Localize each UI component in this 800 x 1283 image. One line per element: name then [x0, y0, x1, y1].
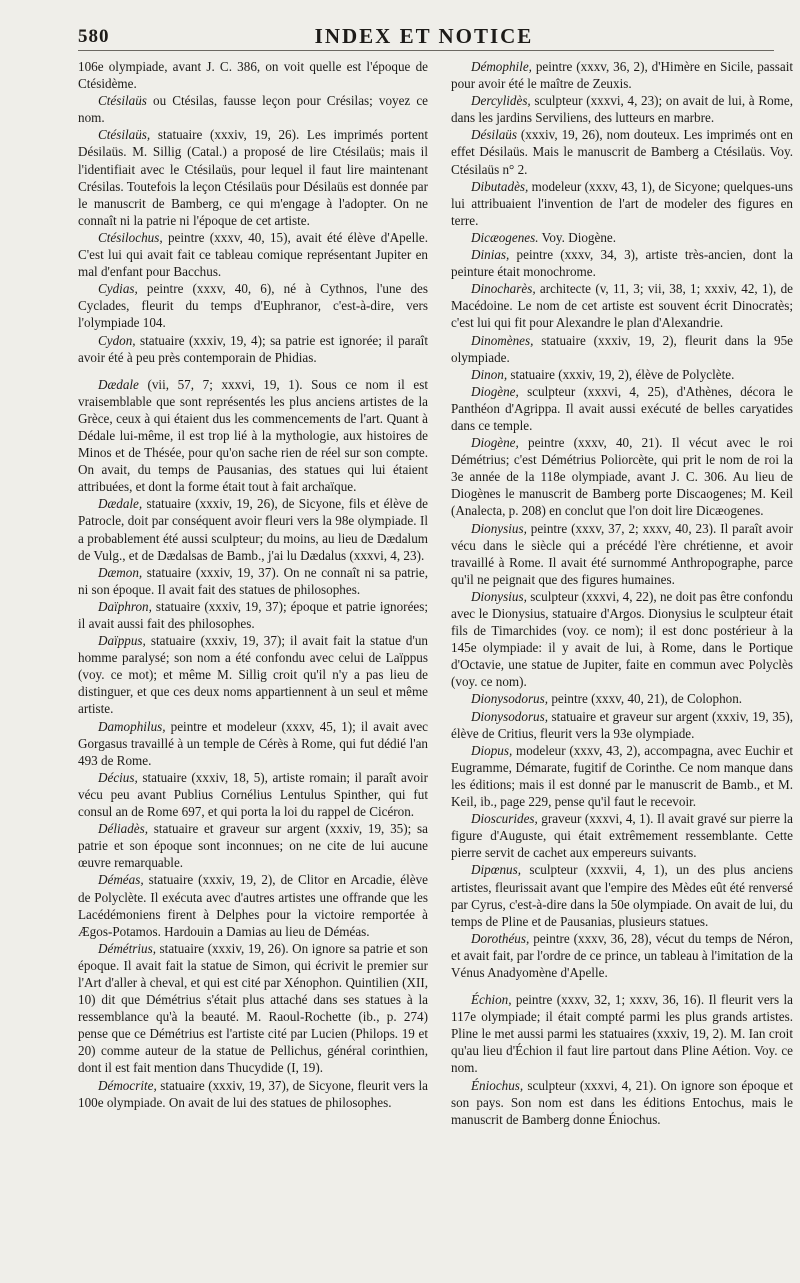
- entry-text: statuaire (xxxiv, 19, 26). Les imprimés portent Désilaüs. M. Sillig (Catal.) a proposé de lire Ctésilaüs; mais il l'identifiait avec le Ctésilaüs, pour lequel il faut lire maintenant Crésilas. Toutefois la leçon Ctésilaüs pour Désilaüs est donnée par le manuscrit de Bamberg, ce qui m'engage à l'adopter. On ne connaît ni la patrie ni l'époque de cet artiste.: [78, 127, 428, 228]
- entry-headword: Échion,: [471, 992, 512, 1008]
- entry-text: peintre (xxxv, 40, 6), né à Cythnos, l'une des Cyclades, fleurit du temps d'Euphranor, c'est-à-dire, vers l'olympiade 104.: [78, 281, 428, 331]
- entry-headword: Démocrite,: [98, 1077, 157, 1093]
- entry-text: graveur (xxxvi, 4, 1). Il avait gravé sur pierre la figure d'Auguste, qui était extrêmement ressemblante. Cette pierre servit de cachet aux empereurs suivants.: [451, 811, 793, 861]
- index-entry: [78, 332, 428, 366]
- entry-text: statuaire (xxxiv, 19, 4); sa patrie est ignorée; il paraît avoir été à peu près contemporain de Phidias.: [78, 332, 428, 365]
- entry-headword: Dionysius,: [471, 520, 527, 536]
- entry-text: peintre (xxxv, 37, 2; xxxv, 40, 23). Il paraît avoir vécu dans le siècle qui a précédé l'ère chrétienne, et avoir travaillé à Rome. Il avait été surnommé Anthropographe, parce qu'il ne peignait que des figures humaines.: [451, 520, 793, 587]
- index-entry: [451, 588, 793, 691]
- entry-text: modeleur (xxxv, 43, 1), de Sicyone; quelques-uns lui attribuaient l'invention de l'art de modeler des figures en terre.: [451, 178, 793, 228]
- entry-headword: Ctésilochus,: [98, 229, 163, 245]
- index-entry: [451, 810, 793, 861]
- page-header: [78, 22, 770, 52]
- index-entry: [451, 178, 793, 229]
- page-number: 580: [78, 26, 110, 47]
- entry-headword: Décius,: [98, 769, 138, 785]
- entry-text: statuaire (xxxiv, 19, 26), de Sicyone, fils et élève de Patrocle, doit par conséquent avoir fleuri vers la 98e olympiade. Il a probablement été aussi sculpteur; du moins, au lieu de Dædalum de Vulg., et de Dædalsas de Bamb., j'ai lu Dædalus (xxxvi, 4, 23).: [78, 496, 428, 563]
- entry-headword: Dionysodorus,: [471, 708, 549, 724]
- entry-text: peintre (xxxv, 34, 3), artiste très-ancien, dont la peinture était monochrome.: [451, 247, 793, 280]
- running-title: INDEX ET NOTICE: [314, 24, 534, 48]
- index-entry: [78, 58, 428, 92]
- entry-headword: Daïphron,: [98, 598, 152, 614]
- index-entry: [451, 520, 793, 588]
- index-entry: [451, 280, 793, 331]
- entry-headword: Dæmon,: [98, 564, 143, 580]
- index-entry: [451, 742, 793, 810]
- entry-text: sculpteur (xxxvii, 4, 1), un des plus anciens artistes, fleurissait avant que l'empire des Mèdes eût été renversé par Cyrus, c'est-à-dire dans la 50e olympiade. On avait de lui, du temps de Pline et de Pausanias, plusieurs statues.: [451, 862, 793, 929]
- entry-text: peintre (xxxv, 40, 15), avait été élève d'Apelle. C'est lui qui avait fait ce tableau comique représentant Jupiter en mal d'enfant pour Bacchus.: [78, 229, 428, 280]
- entry-headword: Dionysius,: [471, 588, 527, 604]
- entry-headword: Cydias,: [98, 281, 138, 297]
- index-entry: [451, 434, 793, 519]
- entry-headword: Dionysodorus,: [471, 691, 549, 707]
- entry-headword: Dinocharès,: [471, 281, 536, 297]
- right-column: [451, 58, 793, 1128]
- index-entry: [78, 92, 428, 126]
- entry-headword: Dædale,: [98, 496, 143, 512]
- entry-text: statuaire (xxxiv, 18, 5), artiste romain; il paraît avoir vécu peu avant Publius Cornélius Lentulus Spinther, qui fut consul an de Rome 697, et qui porta la loi du rappel de Cicéron.: [78, 769, 428, 820]
- entry-text: architecte (v, 11, 3; vii, 38, 1; xxxiv, 42, 1), de Macédoine. Le nom de cet artiste est souvent écrit Dinocratès; c'est lui qui fit pour Alexandre le plan d'Alexandrie.: [451, 281, 793, 331]
- entry-text: peintre (xxxv, 36, 2), d'Himère en Sicile, passait pour avoir été le maître de Zeuxis.: [451, 59, 793, 92]
- entry-text: statuaire (xxxiv, 19, 2), fleurit dans la 95e olympiade.: [451, 332, 793, 365]
- entry-text: statuaire et graveur sur argent (xxxiv, 19, 35); sa patrie et son époque sont inconnues; on ne cite de lui aucune œuvre remarquable.: [78, 821, 428, 871]
- entry-headword: Dipœnus,: [471, 862, 522, 878]
- index-entry: [78, 940, 428, 1077]
- index-entry: [78, 769, 428, 820]
- index-entry: [78, 229, 428, 280]
- index-entry: [78, 1077, 428, 1111]
- entry-headword: Déméas,: [98, 872, 144, 888]
- entry-headword: Diopus,: [471, 742, 513, 758]
- index-entry: [78, 820, 428, 871]
- entry-headword: Dinon,: [471, 366, 508, 382]
- entry-headword: Daïppus,: [98, 633, 146, 649]
- entry-text: peintre (xxxv, 40, 21). Il vécut avec le roi Démétrius; c'est Démétrius Poliorcète, qui prit le nom de roi la 3e année de la 118e olympiade, avant J. C. 306. Au lieu de Diogènes le manuscrit de Bamberg porte Discaogenes; M. Keil (Analecta, p. 208) en conclut que l'on doit lire Dicæogenes.: [451, 435, 793, 519]
- entry-text: sculpteur (xxxvi, 4, 22), ne doit pas être confondu avec le Dionysius, statuaire d'Argos. Dionysius le sculpteur était fils de Timarchides (voy. ce nom); il est donc postérieur à la 145e olympiade: il y avait de lui, à Rome, dans le Portique d'Octavie, une statue de Jupiter, faite en commun avec Polyclès (voy. ce nom).: [451, 588, 793, 690]
- entry-text: statuaire (xxxiv, 19, 37). On ne connaît ni sa patrie, ni son époque. Il avait fait des statues de philosophes.: [78, 564, 428, 597]
- index-entry: [451, 383, 793, 434]
- entry-headword: Ctésilaüs: [98, 93, 147, 109]
- index-entry: [451, 229, 793, 246]
- entry-text: statuaire (xxxiv, 19, 37), de Sicyone, fleurit vers la 100e olympiade. On avait de lui des statues de philosophes.: [78, 1077, 428, 1110]
- index-entry: [78, 280, 428, 331]
- entry-headword: Dercylidès,: [471, 93, 531, 109]
- entry-text: peintre (xxxv, 36, 28), vécut du temps de Néron, et avait fait, par l'ordre de ce prince, un tableau à l'imitation de la Vénus Anadyomène d'Apelle.: [451, 930, 793, 980]
- entry-text: sculpteur (xxxvi, 4, 23); on avait de lui, à Rome, dans les jardins Serviliens, des lutteurs en marbre.: [451, 93, 793, 126]
- index-entry: [451, 690, 793, 707]
- index-entry: [451, 126, 793, 177]
- entry-headword: Diogène,: [471, 383, 519, 399]
- index-entry: [78, 632, 428, 717]
- entry-text: Voy. Diogène.: [538, 229, 617, 245]
- entry-text: statuaire (xxxiv, 19, 2), élève de Polyclète.: [507, 366, 735, 382]
- entry-text: (xxxiv, 19, 26), nom douteux. Les imprimés ont en effet Désilaüs. Mais le manuscrit de Bamberg a Ctésilaüs. Voy. Ctésilaüs n° 2.: [451, 127, 793, 177]
- index-entry: [451, 708, 793, 742]
- index-entry: [78, 718, 428, 769]
- entry-text: (vii, 57, 7; xxxvi, 19, 1). Sous ce nom il est vraisemblable que sont représentés les plus anciens artistes de la Grèce, ceux à qui étaient dus les commencements de l'art. Quant à Dédale lui-même, il est trop lié à la mythologie, aux histoires de Minos et de Thésée, pour qu'on sache rien de réel sur son compte. On avait, du temps de Pausanias, des statues qui lui étaient attribuées, et dont la forme était tout à fait archaïque.: [78, 376, 428, 495]
- entry-headword: Démophile,: [471, 59, 532, 74]
- entry-text: 106e olympiade, avant J. C. 386, on voit quelle est l'époque de Ctésidème.: [78, 59, 428, 92]
- index-entry: [451, 58, 793, 92]
- left-column: [78, 58, 428, 1111]
- index-entry: [78, 871, 428, 939]
- index-entry: [451, 332, 793, 366]
- index-entry: [451, 861, 793, 929]
- index-entry: [78, 598, 428, 632]
- entry-headword: Dinomènes,: [471, 332, 534, 348]
- entry-headword: Damophilus,: [98, 718, 166, 734]
- entry-text: statuaire (xxxiv, 19, 37); époque et patrie ignorées; il avait aussi fait des philosophes.: [78, 598, 428, 631]
- entry-headword: Dædale: [98, 376, 139, 392]
- index-entry: [78, 126, 428, 229]
- entry-text: peintre et modeleur (xxxv, 45, 1); il avait avec Gorgasus travaillé à un temple de Cérès à Rome, qui fut dédié l'an 493 de Rome.: [78, 718, 428, 768]
- entry-text: modeleur (xxxv, 43, 2), accompagna, avec Euchir et Eugramme, Démarate, fugitif de Corinthe. Ce nom manque dans les éditions; mais il est donné par le manuscrit de Bamb., et M. Keil, ib., page 229, pense qu'il faut le recevoir.: [451, 742, 793, 810]
- entry-text: peintre (xxxv, 40, 21), de Colophon.: [548, 691, 743, 707]
- entry-headword: Dibutadès,: [471, 178, 529, 194]
- entry-headword: Cydon,: [98, 332, 136, 348]
- entry-text: sculpteur (xxxvi, 4, 25), d'Athènes, décora le Panthéon d'Agrippa. Il avait aussi exécuté de belles caryatides dans ce temple.: [451, 383, 793, 433]
- entry-text: statuaire et graveur sur argent (xxxiv, 19, 35), élève de Critius, fleurit vers la 93e olympiade.: [451, 708, 793, 741]
- entry-headword: Dioscurides,: [471, 811, 538, 827]
- index-entry: [78, 564, 428, 598]
- entry-headword: Dinias,: [471, 247, 510, 263]
- entry-text: statuaire (xxxiv, 19, 37); il avait fait la statue d'un homme paralysé; son nom a été confondu avec celui de Laïppus (voy. ce mot); et même M. Sillig croit qu'il n'y a pas lieu de distinguer, et que ces deux noms appartiennent à un seul et même artiste.: [78, 633, 428, 717]
- index-entry: [451, 246, 793, 280]
- entry-text: ou Ctésilas, fausse leçon pour Crésilas; voyez ce nom.: [78, 93, 428, 126]
- entry-headword: Dicæogenes.: [471, 229, 539, 245]
- entry-text: statuaire (xxxiv, 19, 26). On ignore sa patrie et son époque. Il avait fait la statue de Simon, qui écrivit le premier sur l'Art d'aller à cheval, et qui est cité par Xénophon. Quintilien (XII, 10) dit que Démétrius s'était plus attaché dans ses statues à la ressemblance qu'à la beauté. M. Raoul-Rochette (ib., p. 274) pense que ce Démétrius est l'artiste cité par Lucien (Philops. 19 et 20) comme auteur de la statue de Pellichus, général corinthien, dont il est fait mention dans Thucydide (I, 19).: [78, 940, 428, 1076]
- entry-text: sculpteur (xxxvi, 4, 21). On ignore son époque et son pays. Son nom est dans les éditions Entochus, mais le manuscrit de Bamberg donne Éniochus.: [451, 1077, 793, 1127]
- entry-headword: Éniochus,: [471, 1077, 524, 1093]
- entry-headword: Démétrius,: [98, 940, 157, 956]
- index-entry: [451, 92, 793, 126]
- header-rule: [78, 50, 774, 51]
- index-entry: [451, 930, 793, 981]
- entry-headword: Diogène,: [471, 435, 519, 451]
- entry-text: statuaire (xxxiv, 19, 2), de Clitor en Arcadie, élève de Polyclète. Il exécuta avec d'autres artistes une offrande que les Lacédémoniens firent à Delphes pour la victoire remportée à Ægos-Potamos. Hardouin a Damias au lieu de Déméas.: [78, 872, 428, 939]
- entry-headword: Ctésilaüs,: [98, 127, 151, 143]
- index-entry: [78, 376, 428, 496]
- entry-headword: Dorothéus,: [471, 930, 530, 946]
- index-entry: [451, 366, 793, 383]
- index-entry: [451, 991, 793, 1076]
- entry-text: peintre (xxxv, 32, 1; xxxv, 36, 16). Il fleurit vers la 117e olympiade; il était compté parmi les plus grands artistes. Pline le met aussi parmi les statuaires (xxxiv, 19, 2). M. Ian croit qu'au lieu d'Échion il faut lire partout dans Pline Aétion. Voy. ce nom.: [451, 992, 793, 1076]
- index-entry: [78, 495, 428, 563]
- entry-headword: Désilaüs: [471, 127, 517, 143]
- entry-headword: Déliadès,: [98, 821, 148, 837]
- index-entry: [451, 1077, 793, 1128]
